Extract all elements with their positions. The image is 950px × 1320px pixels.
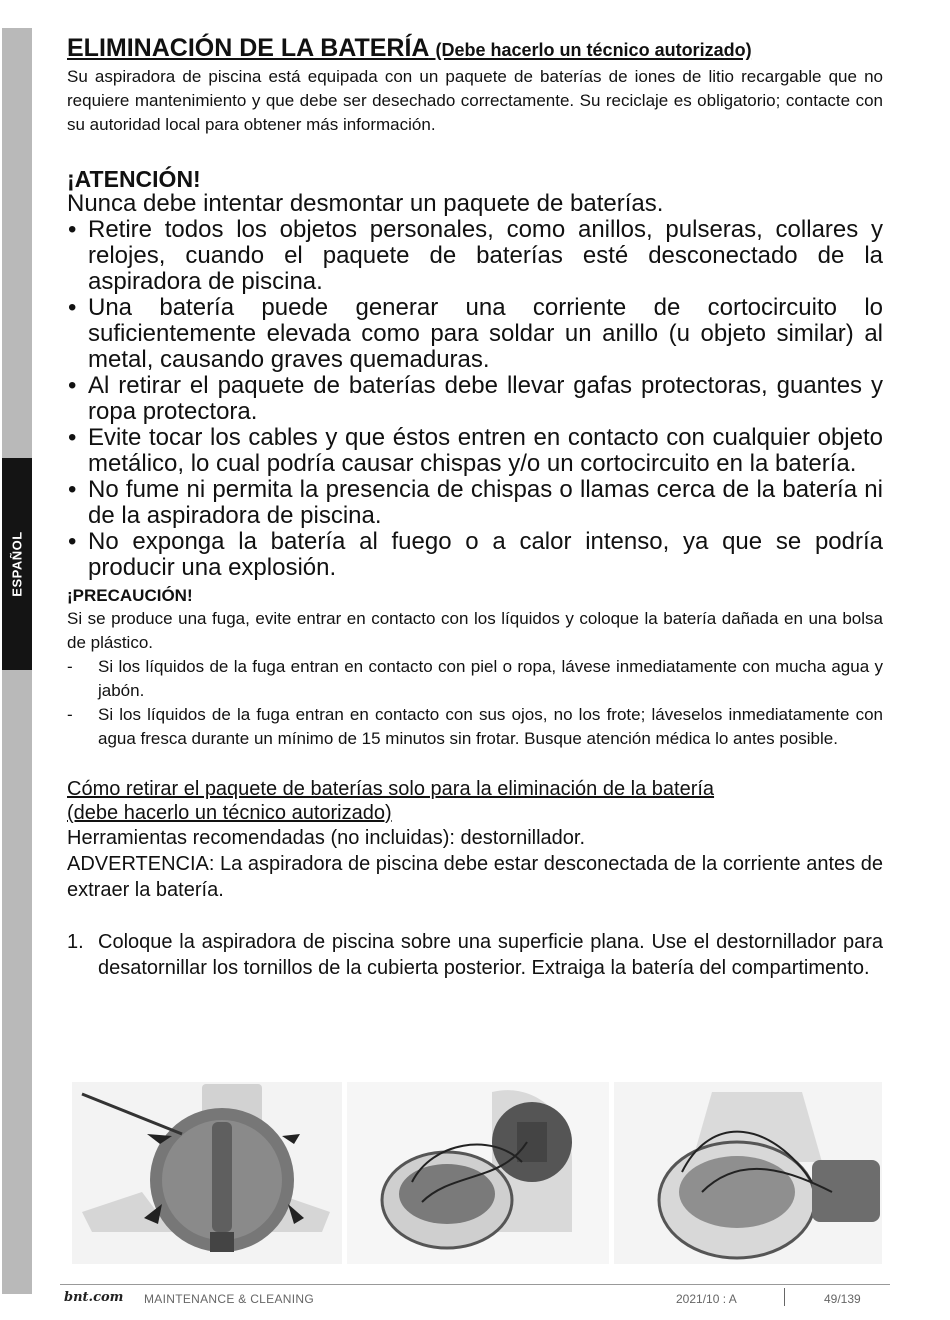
- page-content: [67, 33, 883, 981]
- removal-heading-line2: (debe hacerlo un técnico autorizado): [67, 802, 392, 824]
- caution-heading: ¡PRECAUCIÓN!: [67, 586, 193, 605]
- removal-heading-line1: Cómo retirar el paquete de baterías solo para la eliminación de la batería: [67, 778, 715, 800]
- footer-brand-logo: bnt.com: [64, 1290, 124, 1305]
- attention-item: • Retire todos los objetos personales, como anillos, pulseras, collares y relojes, cuando el paquete de baterías esté desconectado de la aspiradora de piscina.: [67, 217, 883, 295]
- page-footer: [64, 1290, 884, 1312]
- removal-warning: ADVERTENCIA: La aspiradora de piscina debe estar desconectada de la corriente antes de extraer la batería.: [67, 853, 883, 901]
- attention-lead: Nunca debe intentar desmontar un paquete de baterías.: [67, 190, 664, 217]
- footer-separator: [784, 1288, 785, 1306]
- photo-open-compartment: [347, 1082, 609, 1264]
- photo-back-cover: [72, 1082, 342, 1264]
- attention-item: • No exponga la batería al fuego o a calor intenso, ya que se podría producir una explosión.: [67, 529, 883, 581]
- attention-item: • Evite tocar los cables y que éstos entren en contacto con cualquier objeto metálico, lo cual podría causar chispas y/o un cortocircuito en la batería.: [67, 425, 883, 477]
- removal-block: [67, 777, 883, 981]
- caution-list: [67, 655, 883, 751]
- removal-photos: [72, 1082, 882, 1264]
- removal-tools: Herramientas recomendadas (no incluidas): destornillador.: [67, 827, 586, 849]
- caution-text: Si se produce una fuga, evite entrar en contacto con los líquidos y coloque la batería dañada en una bolsa de plástico.: [67, 609, 883, 652]
- attention-list: [67, 217, 883, 581]
- step-number: 1.: [67, 931, 84, 953]
- footer-divider: [60, 1284, 890, 1285]
- attention-heading: ¡ATENCIÓN!: [67, 166, 201, 192]
- footer-section-title: MAINTENANCE & CLEANING: [144, 1292, 314, 1306]
- caution-item: - Si los líquidos de la fuga entran en contacto con piel o ropa, lávese inmediatamente con mucha agua y jabón.: [67, 655, 883, 703]
- battery-section-title: [67, 33, 883, 65]
- footer-page-number: 49/139: [824, 1292, 861, 1306]
- title-note: (Debe hacerlo un técnico autorizado): [435, 40, 752, 60]
- attention-item: • Una batería puede generar una corriente de cortocircuito lo suficientemente elevada como para soldar un anillo (u objeto similar) al metal, causando graves quemaduras.: [67, 295, 883, 373]
- attention-item: • Al retirar el paquete de baterías debe llevar gafas protectoras, guantes y ropa protectora.: [67, 373, 883, 425]
- language-tab-label: ESPAÑOL: [9, 531, 25, 597]
- removal-step: [67, 929, 883, 981]
- footer-date: 2021/10 : A: [676, 1292, 737, 1306]
- attention-item: • No fume ni permita la presencia de chispas o llamas cerca de la batería ni de la aspiradora de piscina.: [67, 477, 883, 529]
- title-main: ELIMINACIÓN DE LA BATERÍA: [67, 34, 429, 62]
- language-tab: [2, 458, 32, 670]
- step-text: Coloque la aspiradora de piscina sobre una superficie plana. Use el destornillador para desatornillar los tornillos de la cubierta posterior. Extraiga la batería del compartimento.: [98, 931, 883, 979]
- caution-block: [67, 585, 883, 751]
- caution-item: - Si los líquidos de la fuga entran en contacto con sus ojos, no los frote; láveselos inmediatamente con agua fresca durante un mínimo de 15 minutos sin frotar. Busque atención médica lo antes posible.: [67, 703, 883, 751]
- battery-intro: Su aspiradora de piscina está equipada con un paquete de baterías de iones de litio recargable que no requiere mantenimiento y que debe ser desechado correctamente. Su reciclaje es obligatorio; contacte con su autoridad local para obtener más información.: [67, 67, 883, 134]
- attention-block: [67, 167, 883, 581]
- photo-battery-removed: [614, 1082, 882, 1264]
